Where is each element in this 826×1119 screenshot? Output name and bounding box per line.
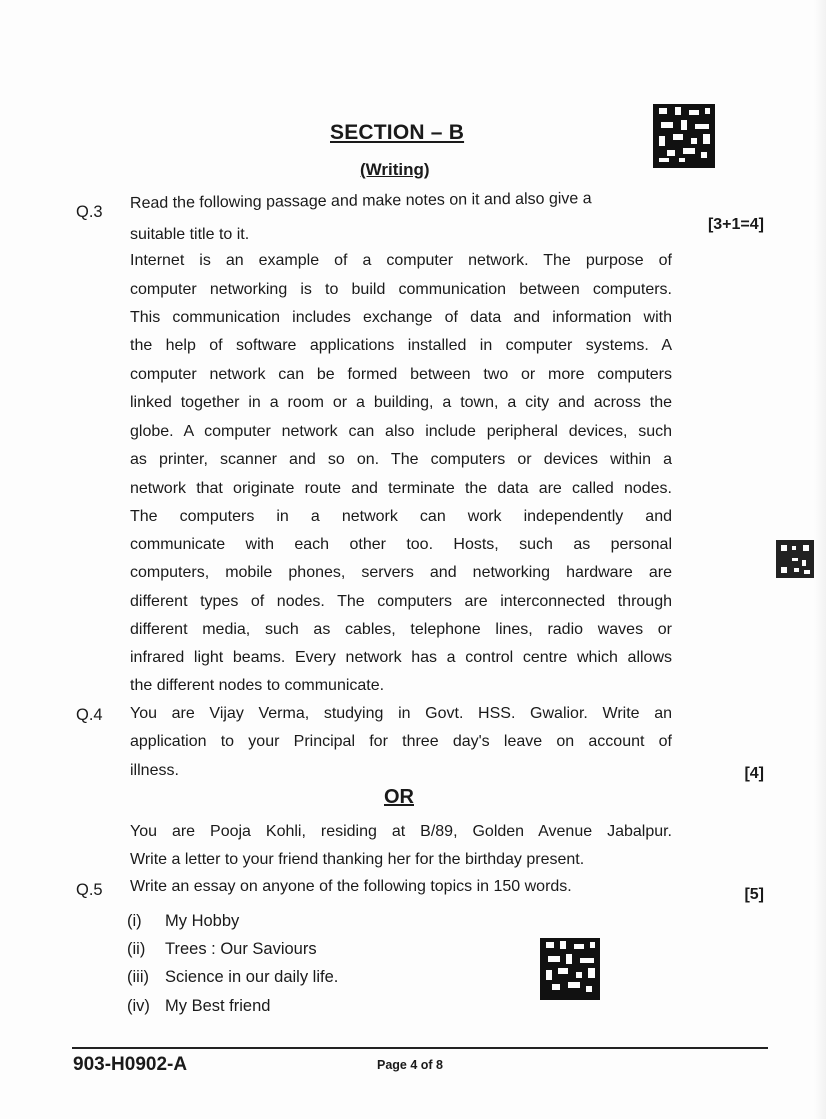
topic-label: My Hobby — [165, 912, 240, 930]
topic-numeral: (ii) — [127, 940, 146, 958]
passage-line: computer networking is to build communication between computers. — [130, 281, 672, 298]
topic-item — [127, 968, 338, 987]
passage-line: the different nodes to communicate. — [130, 677, 385, 694]
topic-item — [127, 997, 270, 1016]
passage-line: as printer, scanner and so on. The computers or devices within a — [130, 451, 672, 468]
question-number: Q.3 — [76, 203, 103, 221]
qr-code-icon — [776, 540, 814, 578]
q3-prompt-line: Read the following passage and make notes on it and also give a — [129, 190, 592, 212]
passage-line: the help of software applications installed in computer systems. A — [130, 337, 672, 354]
footer-divider — [72, 1047, 768, 1049]
passage-line: different media, such as cables, telephone lines, radio waves or — [130, 621, 672, 638]
q4-line: application to your Principal for three day's leave on account of — [130, 733, 672, 750]
passage-line: linked together in a room or a building, a town, a city and across the — [130, 394, 672, 411]
passage-line: infrared light beams. Every network has a control centre which allows — [130, 649, 672, 666]
marks-label: [4] — [744, 765, 764, 782]
question-number: Q.5 — [76, 881, 103, 899]
marks-label: [3+1=4] — [707, 216, 764, 233]
page-number: Page 4 of 8 — [377, 1058, 443, 1072]
passage-line: computers, mobile phones, servers and networking hardware are — [130, 564, 672, 581]
passage-line: network that originate route and terminate the data are called nodes. — [130, 480, 672, 497]
q5-prompt: Write an essay on anyone of the following topics in 150 words. — [130, 878, 572, 895]
q4-alt-line: Write a letter to your friend thanking her for the birthday present. — [130, 851, 585, 868]
datamatrix-code-icon — [653, 104, 715, 168]
topic-numeral: (iv) — [127, 997, 150, 1015]
topic-label: Trees : Our Saviours — [165, 940, 317, 958]
topic-label: Science in our daily life. — [165, 968, 339, 986]
q4-line: You are Vijay Verma, studying in Govt. HSS. Gwalior. Write an — [130, 705, 672, 722]
q4-line: illness. — [130, 762, 179, 779]
passage-line: globe. A computer network can also include peripheral devices, such — [130, 423, 672, 440]
topic-item — [127, 912, 239, 931]
question-number: Q.4 — [76, 706, 103, 724]
topic-label: My Best friend — [165, 997, 271, 1015]
topic-numeral: (iii) — [127, 968, 149, 986]
section-title: SECTION – B — [330, 121, 465, 144]
paper-code: 903-H0902-A — [73, 1054, 188, 1075]
passage-line: Internet is an example of a computer network. The purpose of — [130, 252, 672, 269]
passage-line: The computers in a network can work independently and — [130, 508, 672, 525]
section-subtitle: (Writing) — [360, 160, 430, 179]
passage-line: computer network can be formed between two or more computers — [130, 366, 672, 383]
topic-item — [127, 940, 317, 959]
topic-numeral: (i) — [127, 912, 142, 930]
datamatrix-code-icon — [540, 938, 600, 1000]
q3-prompt-line: suitable title to it. — [130, 226, 250, 243]
or-label: OR — [384, 786, 414, 808]
scan-edge — [814, 0, 826, 1119]
passage-line: different types of nodes. The computers are interconnected through — [130, 593, 672, 610]
passage-line: communicate with each other too. Hosts, such as personal — [130, 536, 672, 553]
q4-alt-line: You are Pooja Kohli, residing at B/89, Golden Avenue Jabalpur. — [130, 823, 672, 840]
passage-line: This communication includes exchange of data and information with — [130, 309, 672, 326]
marks-label: [5] — [744, 886, 764, 903]
